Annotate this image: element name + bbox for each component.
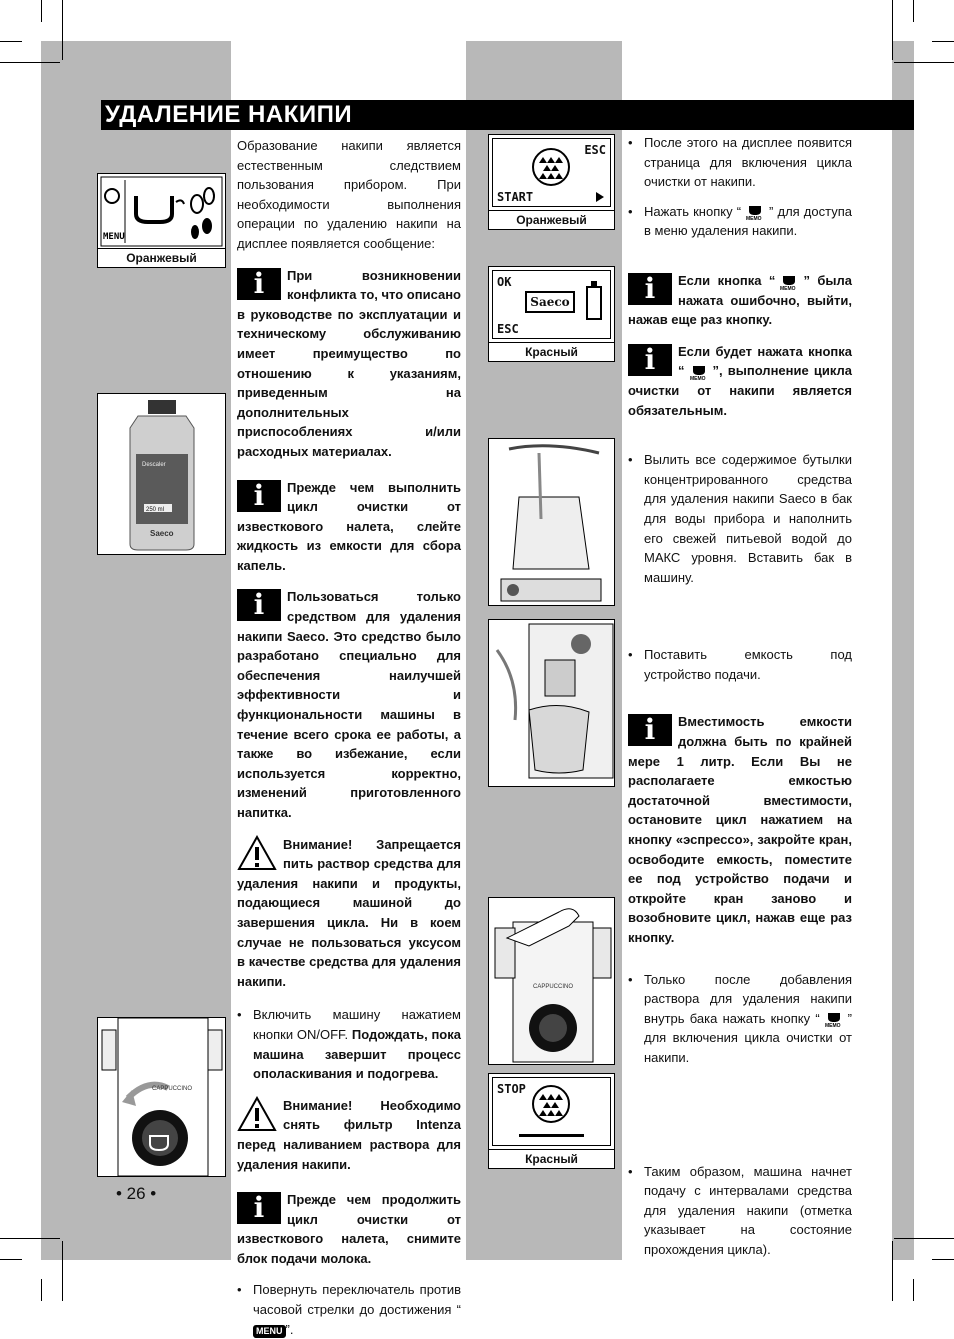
bottle-label: Descaler bbox=[142, 462, 166, 468]
ok-display-caption: Красный bbox=[489, 342, 614, 361]
info-icon: i bbox=[237, 1192, 281, 1224]
info-note-pressed-by-mistake-text: Если кнопка “ bbox=[678, 272, 776, 288]
menu-display-figure bbox=[97, 173, 226, 268]
stop-display-figure bbox=[488, 1073, 615, 1169]
bullet-dot: • bbox=[628, 135, 633, 150]
memo-label: MEMO bbox=[824, 1023, 841, 1028]
stop-display-stop: STOP bbox=[497, 1082, 526, 1096]
info-icon: i bbox=[628, 273, 672, 305]
water-tank-figure bbox=[488, 438, 615, 606]
arrow-right-icon bbox=[596, 192, 604, 202]
bullet-start-cycle bbox=[628, 970, 852, 1068]
stop-display-screen bbox=[492, 1077, 611, 1146]
descaler-bottle-icon bbox=[586, 281, 602, 321]
bullet-press-memo-end: ” для доступа в меню удаления накипи. bbox=[644, 203, 852, 239]
machine-panel-label: CAPPUCCINO bbox=[152, 1086, 193, 1092]
bullet-place-container bbox=[628, 645, 852, 684]
machine-button-image bbox=[489, 898, 614, 1064]
bottle-brand: Saeco bbox=[150, 529, 174, 538]
bullet-rotate-knob-text: Повернуть переключатель против часовой стрелки до достижения “ bbox=[253, 1282, 461, 1318]
bullet-rotate-knob-end: ”. bbox=[285, 1321, 294, 1337]
left-text-column bbox=[237, 136, 461, 1339]
bullet-place-container-text: Поставить емкость под устройство подачи. bbox=[644, 647, 852, 682]
info-icon: i bbox=[237, 589, 281, 621]
memo-label: MEMO bbox=[746, 216, 762, 221]
info-note-milk-unit-text: Прежде чем продолжить цикл очистки от известкового налета, снимите блок подачи молока. bbox=[237, 1192, 461, 1266]
info-note-pressed-by-mistake bbox=[628, 271, 852, 330]
ok-display-brand-box bbox=[525, 291, 575, 313]
descale-drops-icon bbox=[531, 147, 571, 187]
menu-display-caption: Оранжевый bbox=[98, 248, 225, 267]
info-note-milk-unit bbox=[237, 1190, 461, 1268]
intro-text: Образование накипи является естественным следствием пользования прибором. При необходимости выполнения операции по удалению накипи на дисплее появляется сообщение: bbox=[237, 138, 461, 251]
menu-display-screen bbox=[98, 174, 225, 247]
menu-button-icon: MENU bbox=[253, 1325, 286, 1338]
bullet-pour-descaler-text: Вылить все содержимое бутылки концентрированного средства для удаления накипи Saeco в бак для воды прибора и наполнить его свежей питьевой водой до МАКС уровня. Вставить бак в машину. bbox=[644, 452, 852, 585]
machine-button-figure bbox=[488, 897, 615, 1065]
bullet-rotate-knob bbox=[237, 1280, 461, 1339]
memo-label: MEMO bbox=[689, 375, 706, 380]
info-note-drip-tray-text: Прежде чем выполнить цикл очистки от известкового налета, слейте жидкость из емкости для сбора капель. bbox=[237, 479, 461, 573]
start-display-figure bbox=[488, 134, 615, 230]
bullet-dot: • bbox=[628, 452, 633, 468]
warning-icon bbox=[237, 1096, 277, 1132]
ok-display-screen bbox=[492, 270, 611, 339]
memo-label: MEMO bbox=[780, 285, 796, 290]
memo-button-icon bbox=[775, 274, 803, 290]
stop-display-caption: Красный bbox=[489, 1149, 614, 1168]
start-display-esc: ESC bbox=[584, 143, 606, 157]
bullet-dot: • bbox=[237, 1007, 242, 1023]
bottle-volume: 250 ml bbox=[146, 507, 165, 513]
ok-display-figure bbox=[488, 266, 615, 362]
bullet-dispensing-text: Таким образом, машина начнет подачу с интервалами средства для удаления накипи (отметка указывает на состояние прохождения цикла). bbox=[644, 1163, 852, 1257]
bullet-start-cycle-text: Только после добавления раствора для удаления накипи внутрь бака нажать кнопку “ bbox=[644, 971, 852, 1026]
bullet-start-page-text: После этого на дисплее появится страница для включения цикла очистки от накипи. bbox=[644, 135, 852, 190]
bullet-switch-on-text: Включить машину нажатием кнопки ON/OFF. bbox=[253, 1007, 461, 1042]
warning-note-intenza bbox=[237, 1096, 461, 1174]
descale-drops-icon bbox=[531, 1084, 571, 1124]
right-gray-band bbox=[892, 41, 914, 1260]
right-text-column bbox=[628, 133, 852, 1260]
info-note-mandatory-cycle bbox=[628, 342, 852, 420]
info-note-conflict bbox=[237, 266, 461, 462]
info-icon: i bbox=[628, 714, 672, 746]
ok-display-ok: OK bbox=[497, 275, 512, 289]
bullet-start-page bbox=[628, 133, 852, 192]
page-title-bar bbox=[101, 100, 914, 130]
bullet-press-memo bbox=[628, 202, 852, 241]
info-note-conflict-text: При возникновении конфликта то, что описано в руководстве по эксплуатации и техническому обслуживанию имеет преимущество по отношению к указаниям, приведенным на дополнительных приспособлениях и/или расходных материалах. bbox=[237, 267, 461, 459]
info-note-drip-tray bbox=[237, 478, 461, 576]
bullet-start-cycle-end: ” для включения цикла очистки от накипи. bbox=[644, 1010, 852, 1065]
warning-note-do-not-drink bbox=[237, 835, 461, 992]
ok-display-brand: Saeco bbox=[530, 295, 570, 309]
machine-knob-image bbox=[98, 1018, 225, 1176]
bullet-dot: • bbox=[237, 1282, 242, 1298]
warning-icon bbox=[237, 835, 277, 871]
start-display-caption: Оранжевый bbox=[489, 210, 614, 229]
warning-note-do-not-drink-text: Внимание! Запрещается пить раствор средства для удаления накипи и продукты, подающиеся машиной до завершения цикла. Ни в коем случае не пользоваться уксусом в качестве средства для удаления накипи. bbox=[237, 836, 461, 989]
info-note-container-capacity bbox=[628, 712, 852, 947]
menu-label: MENU bbox=[103, 232, 125, 242]
bullet-dot: • bbox=[628, 1163, 633, 1179]
container-figure bbox=[488, 619, 615, 787]
info-icon: i bbox=[628, 344, 672, 376]
bullet-dot: • bbox=[628, 971, 633, 987]
page-title: УДАЛЕНИЕ НАКИПИ bbox=[105, 101, 353, 128]
machine-panel-label-2: CAPPUCCINO bbox=[533, 984, 574, 990]
info-note-mandatory-cycle-text: Если будет нажата кнопка “ bbox=[678, 343, 852, 379]
bullet-dot: • bbox=[628, 647, 633, 663]
memo-button-icon bbox=[741, 204, 769, 220]
page-number: • 26 • bbox=[116, 1184, 157, 1203]
machine-knob-figure bbox=[97, 1017, 226, 1177]
memo-button-icon bbox=[820, 1011, 848, 1027]
bullet-dispensing bbox=[628, 1162, 852, 1260]
info-note-pressed-by-mistake-end: ” была нажата ошибочно, выйти, нажав еще раз кнопку. bbox=[628, 272, 853, 328]
water-tank-image bbox=[489, 439, 614, 605]
bullet-press-memo-text: Нажать кнопку “ bbox=[644, 203, 742, 219]
info-note-mandatory-cycle-end: ”, выполнение цикла очистки от накипи является обязательным. bbox=[628, 363, 852, 418]
info-icon: i bbox=[237, 480, 281, 512]
progress-bar bbox=[519, 1134, 584, 1137]
info-icon: i bbox=[237, 268, 281, 300]
bullet-pour-descaler bbox=[628, 450, 852, 587]
bullet-dot: • bbox=[628, 203, 633, 219]
bullet-switch-on-bold: Подождать, пока машина завершит процесс ополаскивания и подогрева. bbox=[253, 1026, 461, 1082]
start-display-start: START bbox=[497, 190, 534, 204]
descaler-bottle-figure bbox=[97, 393, 226, 555]
start-display-screen bbox=[492, 138, 611, 207]
info-note-saeco-descaler-text: Пользоваться только средством для удаления накипи Saeco. Это средство было разработано специально для обеспечения наилучшей эффективности и функциональности машины в течение всего срока ее работы, а также во избежание, если используется корректно, изменений приготовленного напитка. bbox=[237, 589, 461, 820]
memo-button-icon bbox=[685, 364, 713, 380]
ok-display-esc: ESC bbox=[497, 322, 519, 336]
info-note-saeco-descaler bbox=[237, 587, 461, 822]
warning-note-intenza-text: Внимание! Необходимо снять фильтр Intenza перед наливанием раствора для удаления накипи. bbox=[237, 1097, 461, 1172]
descaler-bottle-image bbox=[98, 394, 225, 554]
info-note-container-capacity-text: Вместимость емкости должна быть по крайней мере 1 литр. Если Вы не располагаете емкостью достаточной вместимости, остановите цикл нажатием на кнопку «эспрессо», закройте кран, освободите емкость, поместите ее под устройство подачи и откройте кран заново и возобновите цикл, нажав еще раз кнопку. bbox=[628, 714, 852, 945]
bullet-switch-on bbox=[237, 1005, 461, 1083]
container-image bbox=[489, 620, 614, 786]
